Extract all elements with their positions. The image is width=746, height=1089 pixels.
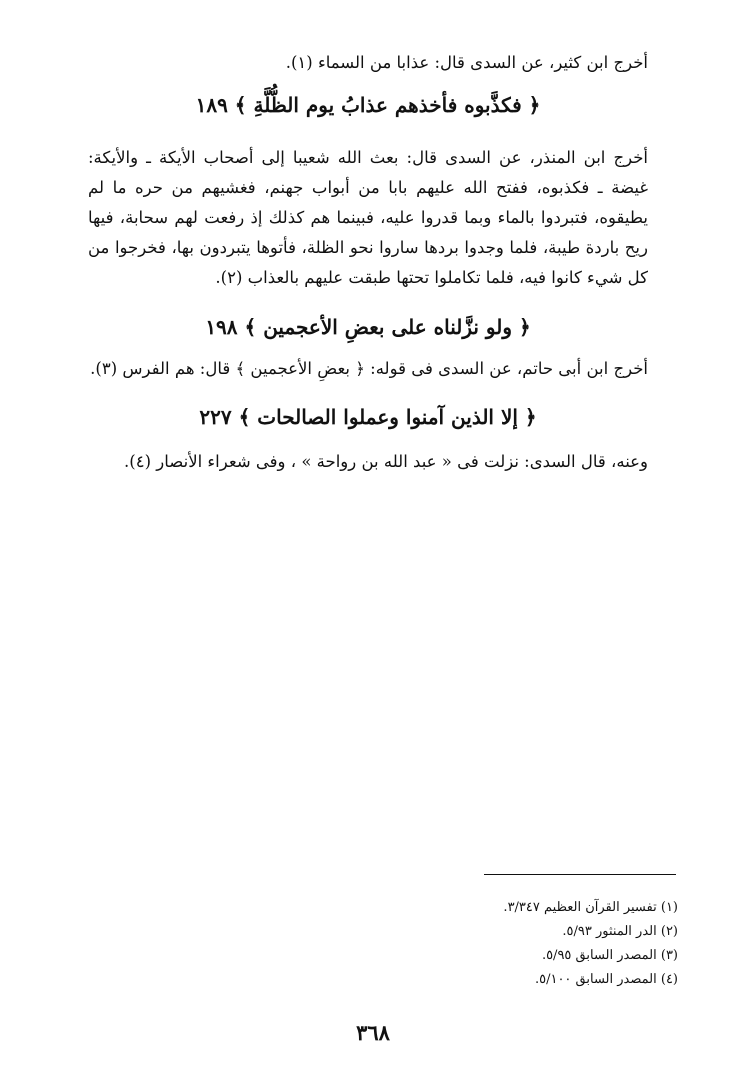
- verse-heading-198: ﴿ ولو نزَّلناه على بعضِ الأعجمين ﴾ ١٩٨: [205, 315, 531, 339]
- footnote-1: (١) تفسير القرآن العظيم ٣/٣٤٧.: [503, 900, 678, 915]
- page-number: ٣٦٨: [356, 1020, 390, 1045]
- verse-heading-189: ﴿ فكذَّبوه فأخذهم عذابُ يوم الظُّلَّةِ ﴾ ١٨٩: [195, 93, 541, 117]
- verse-heading-227: ﴿ إلا الذين آمنوا وعملوا الصالحات ﴾ ٢٢٧: [199, 405, 537, 429]
- footnote-2: (٢) الدر المنثور ٥/٩٣.: [562, 924, 678, 939]
- footnote-separator: [484, 874, 676, 875]
- paragraph-ibn-al-mundhir: أخرج ابن المنذر، عن السدى قال: بعث الله شعيبا إلى أصحاب الأيكة ـ والأيكة: غيضة ـ فكذبوه، ففتح الله عليهم بابا من أبواب جهنم، فغشيهم من حره ما لم يطيقوه، فتبردوا بالماء وبما قدروا عليه، فبينما هم كذلك إذ رفعت لهم سحابة، فيها ريح باردة طيبة، فلما وجدوا بردها ساروا نحو الظلة، فأتوها يتبردون بها، فخرجوا من كل شيء كانوا فيه، فلما تكاملوا تحتها طبقت عليهم بالعذاب (٢).: [88, 148, 648, 287]
- footnotes: [360, 896, 678, 992]
- paragraph-ibn-rawaha: وعنه، قال السدى: نزلت فى « عبد الله بن رواحة » ، وفى شعراء الأنصار (٤).: [124, 452, 648, 471]
- paragraph-ibn-abi-hatim: أخرج ابن أبى حاتم، عن السدى فى قوله: ﴿ بعضِ الأعجمين ﴾ قال: هم الفرس (٣).: [90, 359, 648, 378]
- footnote-4: (٤) المصدر السابق ٥/١٠٠.: [534, 972, 678, 987]
- footnote-3: (٣) المصدر السابق ٥/٩٥.: [541, 948, 678, 963]
- paragraph-ibn-kathir: أخرج ابن كثير، عن السدى قال: عذابا من السماء (١).: [285, 53, 648, 72]
